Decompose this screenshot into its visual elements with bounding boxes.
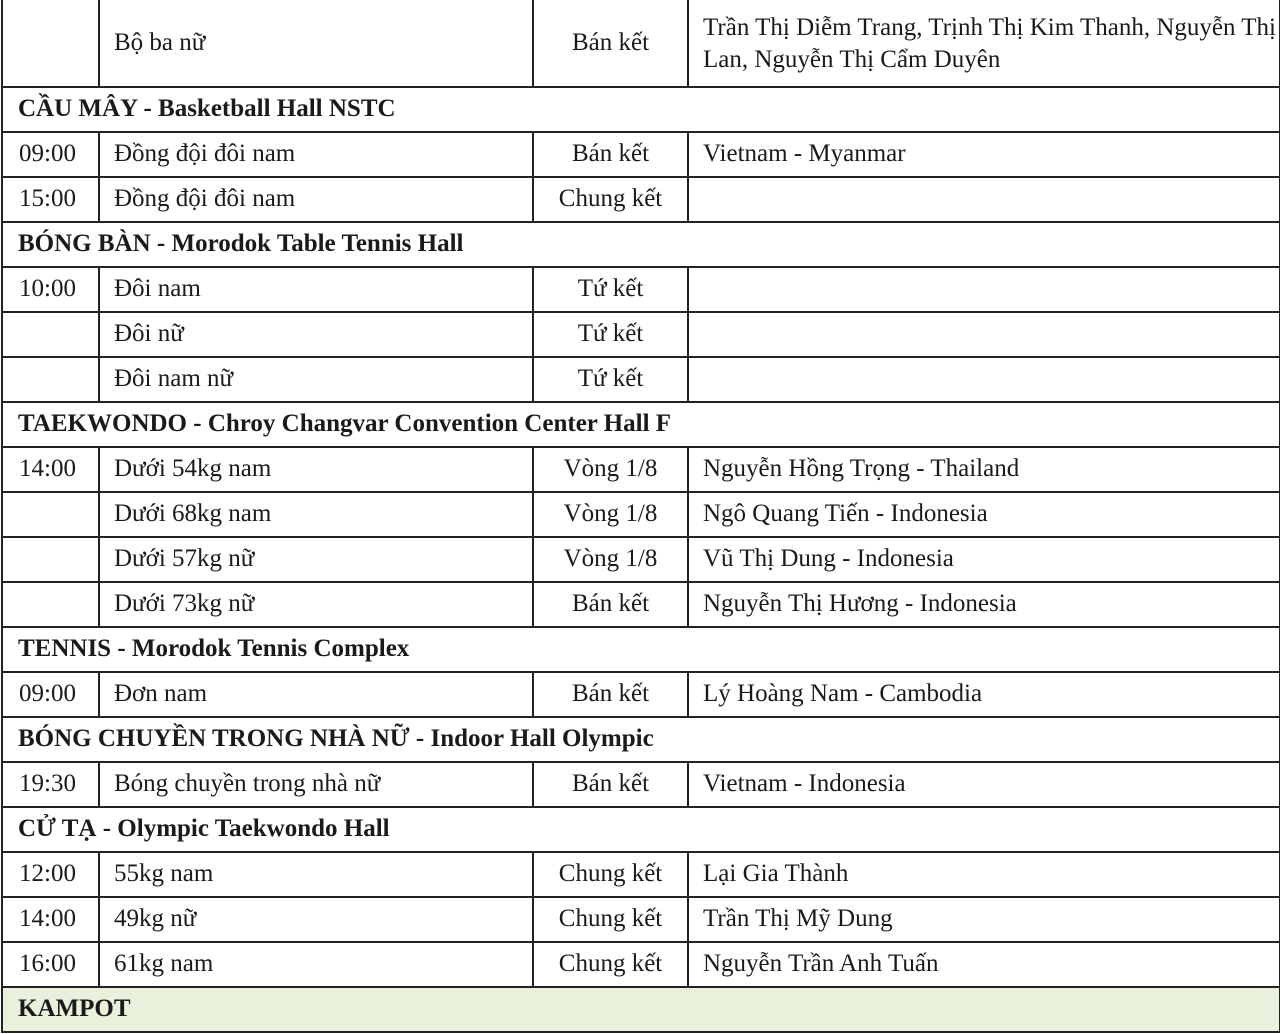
section-header-row (2, 807, 1280, 852)
table-row (2, 672, 1280, 717)
table-row (2, 942, 1280, 987)
round-cell: Bán kết (533, 762, 688, 807)
event-cell: Đơn nam (99, 672, 533, 717)
time-cell: 14:00 (2, 897, 99, 942)
event-cell: Đôi nam nữ (99, 357, 533, 402)
section-header-row (2, 87, 1280, 132)
round-cell: Vòng 1/8 (533, 492, 688, 537)
time-cell: 15:00 (2, 177, 99, 222)
event-cell: Dưới 68kg nam (99, 492, 533, 537)
table-row (2, 852, 1280, 897)
participants-cell: Vietnam - Myanmar (688, 132, 1280, 177)
schedule-table (1, 0, 1280, 1033)
round-cell: Chung kết (533, 897, 688, 942)
schedule-body (2, 0, 1280, 1032)
table-row (2, 0, 1280, 87)
section-header-row (2, 627, 1280, 672)
time-cell: 10:00 (2, 267, 99, 312)
time-cell: 14:00 (2, 447, 99, 492)
round-cell: Chung kết (533, 852, 688, 897)
participants-cell (688, 267, 1280, 312)
round-cell: Tứ kết (533, 312, 688, 357)
event-cell: Bóng chuyền trong nhà nữ (99, 762, 533, 807)
round-cell: Tứ kết (533, 267, 688, 312)
round-cell: Bán kết (533, 0, 688, 87)
table-row (2, 357, 1280, 402)
participants-cell: Lại Gia Thành (688, 852, 1280, 897)
participants-cell (688, 357, 1280, 402)
section-title: BÓNG CHUYỀN TRONG NHÀ NỮ - Indoor Hall Olympic (2, 717, 1280, 762)
event-cell: Đôi nam (99, 267, 533, 312)
table-row (2, 582, 1280, 627)
time-cell (2, 492, 99, 537)
table-row (2, 132, 1280, 177)
section-header-row (2, 987, 1280, 1032)
participants-cell: Nguyễn Hồng Trọng - Thailand (688, 447, 1280, 492)
round-cell: Bán kết (533, 582, 688, 627)
table-row (2, 897, 1280, 942)
section-header-row (2, 717, 1280, 762)
table-row (2, 312, 1280, 357)
round-cell: Vòng 1/8 (533, 537, 688, 582)
round-cell: Chung kết (533, 942, 688, 987)
time-cell: 19:30 (2, 762, 99, 807)
event-cell: 61kg nam (99, 942, 533, 987)
round-cell: Bán kết (533, 132, 688, 177)
participants-cell: Lý Hoàng Nam - Cambodia (688, 672, 1280, 717)
section-title: CỬ TẠ - Olympic Taekwondo Hall (2, 807, 1280, 852)
time-cell: 09:00 (2, 132, 99, 177)
table-row (2, 762, 1280, 807)
event-cell: Dưới 54kg nam (99, 447, 533, 492)
participants-cell: Trần Thị Mỹ Dung (688, 897, 1280, 942)
event-cell: Đôi nữ (99, 312, 533, 357)
section-header-row (2, 402, 1280, 447)
time-cell (2, 357, 99, 402)
participants-cell: Vietnam - Indonesia (688, 762, 1280, 807)
event-cell: Đồng đội đôi nam (99, 177, 533, 222)
section-header-row (2, 222, 1280, 267)
time-cell (2, 537, 99, 582)
section-title: KAMPOT (2, 987, 1280, 1032)
table-row (2, 492, 1280, 537)
event-cell: Bộ ba nữ (99, 0, 533, 87)
participants-cell (688, 312, 1280, 357)
time-cell (2, 0, 99, 87)
participants-cell (688, 177, 1280, 222)
table-row (2, 447, 1280, 492)
participants-cell: Nguyễn Trần Anh Tuấn (688, 942, 1280, 987)
event-cell: Đồng đội đôi nam (99, 132, 533, 177)
section-title: BÓNG BÀN - Morodok Table Tennis Hall (2, 222, 1280, 267)
time-cell (2, 582, 99, 627)
event-cell: Dưới 57kg nữ (99, 537, 533, 582)
section-title: CẦU MÂY - Basketball Hall NSTC (2, 87, 1280, 132)
round-cell: Bán kết (533, 672, 688, 717)
table-row (2, 177, 1280, 222)
event-cell: 55kg nam (99, 852, 533, 897)
section-title: TENNIS - Morodok Tennis Complex (2, 627, 1280, 672)
round-cell: Chung kết (533, 177, 688, 222)
time-cell (2, 312, 99, 357)
schedule-sheet (1, 0, 1279, 1033)
time-cell: 12:00 (2, 852, 99, 897)
time-cell: 16:00 (2, 942, 99, 987)
participants-cell: Vũ Thị Dung - Indonesia (688, 537, 1280, 582)
participants-cell: Trần Thị Diễm Trang, Trịnh Thị Kim Thanh, Nguyễn Thị Lan, Nguyễn Thị Cẩm Duyên (688, 0, 1280, 87)
participants-cell: Nguyễn Thị Hương - Indonesia (688, 582, 1280, 627)
table-row (2, 267, 1280, 312)
section-title: TAEKWONDO - Chroy Changvar Convention Center Hall F (2, 402, 1280, 447)
event-cell: 49kg nữ (99, 897, 533, 942)
event-cell: Dưới 73kg nữ (99, 582, 533, 627)
time-cell: 09:00 (2, 672, 99, 717)
table-row (2, 537, 1280, 582)
round-cell: Tứ kết (533, 357, 688, 402)
round-cell: Vòng 1/8 (533, 447, 688, 492)
participants-cell: Ngô Quang Tiến - Indonesia (688, 492, 1280, 537)
